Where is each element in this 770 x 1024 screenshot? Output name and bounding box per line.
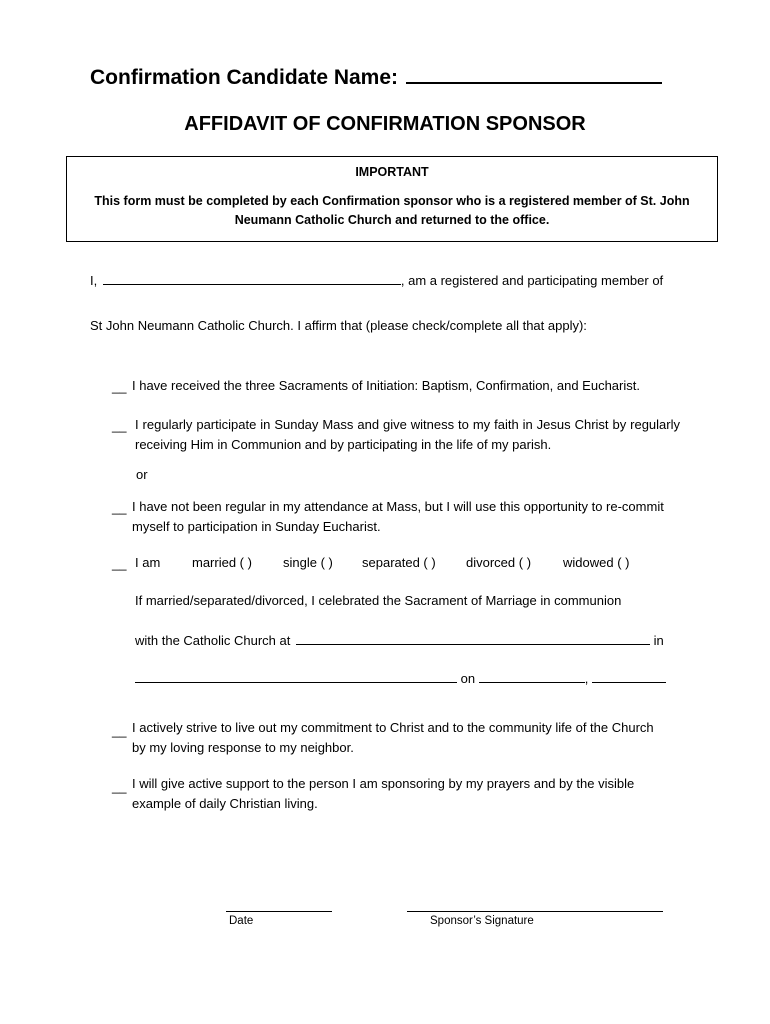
notice-text: This form must be completed by each Confirmation sponsor who is a registered member of St. John Neumann Catholic Church and returned to the office. <box>94 194 690 227</box>
page-title: AFFIDAVIT OF CONFIRMATION SPONSOR <box>184 113 586 135</box>
item-1-text: I have received the three Sacraments of Initiation: Baptism, Confirmation, and Eucharist. <box>132 378 640 393</box>
item-2-checkbox[interactable]: __ <box>112 418 127 433</box>
item-6-checkbox[interactable]: __ <box>112 779 127 794</box>
marriage-place-prefix: with the Catholic Church at <box>135 633 291 648</box>
marriage-date-field[interactable] <box>479 669 585 683</box>
item-2-text: I regularly participate in Sunday Mass and give witness to my faith in Jesus Christ by regularly receiving Him in Communion and by participating in the life of my parish. <box>135 417 680 452</box>
item-3-checkbox[interactable]: __ <box>112 500 127 515</box>
marriage-year-field[interactable] <box>592 669 666 683</box>
sponsor-signature-line[interactable] <box>407 911 663 912</box>
intro-suffix: , am a registered and participating member of <box>400 273 664 288</box>
status-separated[interactable]: separated ( ) <box>362 555 436 570</box>
or-text: or <box>136 467 148 482</box>
candidate-name-field[interactable] <box>406 64 662 84</box>
on-label: on <box>460 671 476 686</box>
item-3-text: I have not been regular in my attendance at Mass, but I will use this opportunity to re-commit myself to participation in Sunday Eucharist. <box>132 499 664 534</box>
date-line[interactable] <box>226 911 332 912</box>
candidate-name-label: Confirmation Candidate Name: <box>90 66 399 89</box>
status-single[interactable]: single ( ) <box>283 555 333 570</box>
status-divorced[interactable]: divorced ( ) <box>466 555 532 570</box>
item-4-label: I am <box>135 555 161 570</box>
marriage-place-suffix: in <box>653 633 664 648</box>
item-5-checkbox[interactable]: __ <box>112 723 127 738</box>
item-6-text: I will give active support to the person I am sponsoring by my prayers and by the visible example of daily Christian living. <box>132 776 635 811</box>
date-label: Date <box>229 915 254 927</box>
notice-heading: IMPORTANT <box>355 165 429 179</box>
date-comma: , <box>584 671 589 686</box>
intro-line-1 <box>90 271 663 288</box>
sponsor-signature-label: Sponsor’s Signature <box>430 915 534 927</box>
marriage-line-2 <box>135 631 664 648</box>
important-notice-box <box>66 156 718 242</box>
intro-prefix: I, <box>90 273 98 288</box>
candidate-name-row <box>90 64 662 90</box>
item-1-checkbox[interactable]: __ <box>112 379 127 394</box>
marriage-line-1: If married/separated/divorced, I celebrated the Sacrament of Marriage in communion <box>135 593 622 608</box>
sponsor-name-field[interactable] <box>103 271 401 285</box>
church-name-field[interactable] <box>296 631 650 645</box>
status-married[interactable]: married ( ) <box>192 555 252 570</box>
marriage-line-3 <box>135 669 666 686</box>
item-4-checkbox[interactable]: __ <box>112 556 127 571</box>
intro-line-2: St John Neumann Catholic Church. I affirm that (please check/complete all that apply): <box>90 318 587 333</box>
marriage-location-field[interactable] <box>135 669 457 683</box>
status-widowed[interactable]: widowed ( ) <box>563 555 630 570</box>
item-5-text: I actively strive to live out my commitment to Christ and to the community life of the Church by my loving response to my neighbor. <box>132 720 654 755</box>
